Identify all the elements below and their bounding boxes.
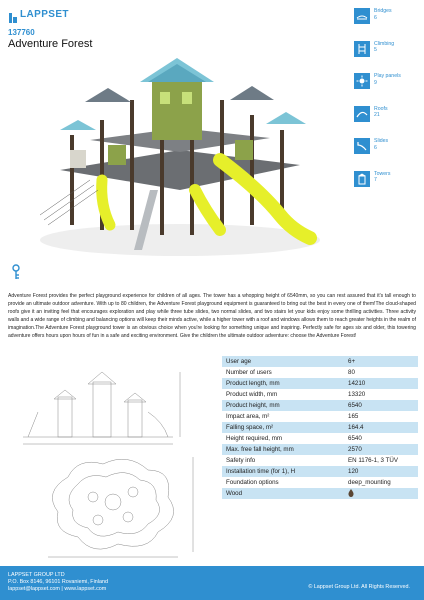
spec-label: Number of users (226, 369, 272, 376)
feature-value: 5 (374, 47, 377, 54)
spec-value: 14210 (344, 378, 418, 389)
feature-value: 9 (374, 79, 377, 86)
spec-label: User age (222, 356, 344, 367)
table-row (222, 378, 418, 389)
feature-value: 6 (374, 144, 377, 151)
table-row (222, 455, 418, 466)
table-row (222, 422, 418, 433)
spec-label: Safety info (226, 457, 256, 464)
spec-value: deep_mounting (348, 479, 391, 486)
product-illustration (30, 40, 330, 272)
ladder-icon (354, 41, 370, 57)
key-icon (10, 264, 22, 285)
table-row (222, 389, 418, 400)
table-row (222, 367, 418, 378)
specifications-table (222, 356, 418, 499)
table-row (222, 466, 418, 477)
feature-label: Roofs (374, 105, 388, 112)
feature-play-panels (354, 73, 420, 106)
play-panel-icon (354, 73, 370, 89)
feature-roofs (354, 106, 420, 139)
spec-value: 2570 (344, 444, 418, 455)
spec-label: Installation time (for 1), H (222, 466, 344, 477)
product-description: Adventure Forest provides the perfect playground experience for children of all ages. The tower has a whopping height of 6540mm, so you can rest assured that it's tall enough to provide an ultimate outdoor adventure. With up to 80 children, the Adventure Forest playground equipment is guaranteed to bring out the best in every one of them!The cloud-shaped roofs give it an inviting feel that encourages exploration and play while three tube slides, two normal slides, and two stairs let your kids enjoy some thrilling activities. Three activity walls and a wide range of climbing and balancing options will keep their minds active, while a higher tower with a roof and windows allows them to reach greater heights in the realm of imagination.The Adventure Forest playground tower is an obvious choice when you're looking for something unique and inspiring. Perfectly safe for ages six and older, this towering adventure offers hours upon hours of fun in a safe and exciting environment. Give the children the ultimate outdoor adventure: choose the Adventure Forest! (8, 293, 416, 339)
spec-value: 120 (344, 466, 418, 477)
brand-name: LAPPSET (20, 9, 69, 20)
spec-label: Falling space, m² (222, 422, 344, 433)
feature-label: Climbing (374, 40, 395, 47)
lappset-logo (8, 9, 69, 20)
product-name: Adventure Forest (8, 38, 93, 50)
side-elevation-drawing (8, 352, 213, 567)
spec-value: 165 (348, 413, 359, 420)
feature-label: Slides (374, 138, 389, 144)
company-info (8, 572, 108, 593)
slide-icon (354, 138, 370, 154)
product-code: 137760 (8, 28, 35, 37)
feature-value: 6 (374, 14, 377, 21)
spec-label: Product height, mm (222, 400, 344, 411)
spec-label: Height required, mm (226, 435, 283, 442)
table-row (222, 488, 418, 499)
copyright: © Lappset Group Ltd. All Rights Reserved. (308, 584, 410, 590)
spec-label: Impact area, m² (226, 413, 270, 420)
feature-bridges (354, 8, 420, 41)
spec-label: Wood (222, 488, 344, 499)
table-row (222, 411, 418, 422)
feature-label: Towers (374, 170, 391, 177)
company-address: P.O. Box 8146, 96101 Rovaniemi, Finland (8, 579, 108, 585)
feature-slides (354, 138, 420, 171)
table-row (222, 433, 418, 444)
spec-value: 164.4 (344, 422, 418, 433)
technical-drawings (8, 352, 213, 567)
bridge-icon (354, 8, 370, 24)
company-contact: lappset@lappset.com | www.lappset.com (8, 586, 107, 592)
spec-value: 6540 (344, 400, 418, 411)
spec-label: Max. free fall height, mm (222, 444, 344, 455)
spec-value: 6540 (348, 435, 362, 442)
company-name: LAPPSET GROUP LTD (8, 572, 65, 578)
feature-label: Bridges (374, 8, 392, 14)
spec-value: EN 1176-1, 3 TÜV (348, 457, 398, 464)
spec-value: 13320 (348, 391, 366, 398)
spec-value: 80 (348, 369, 355, 376)
spec-label: Product length, mm (222, 378, 344, 389)
feature-label: Play panels (374, 73, 401, 79)
table-row (222, 444, 418, 455)
feature-list (354, 8, 420, 203)
table-row (222, 356, 418, 367)
tower-icon (354, 171, 370, 187)
feature-value: 7 (374, 177, 377, 184)
feature-value: 21 (374, 112, 380, 119)
page-footer (0, 566, 424, 600)
table-row (222, 400, 418, 411)
spec-label: Foundation options (226, 479, 279, 486)
table-row (222, 477, 418, 488)
feature-towers (354, 171, 420, 204)
lappset-logo-icon (8, 10, 18, 20)
spec-value (344, 488, 418, 499)
spec-label: Product width, mm (226, 391, 278, 398)
feature-climbing (354, 41, 420, 74)
roof-icon (354, 106, 370, 122)
spec-value: 6+ (344, 356, 418, 367)
wood-drop-icon (348, 489, 354, 497)
